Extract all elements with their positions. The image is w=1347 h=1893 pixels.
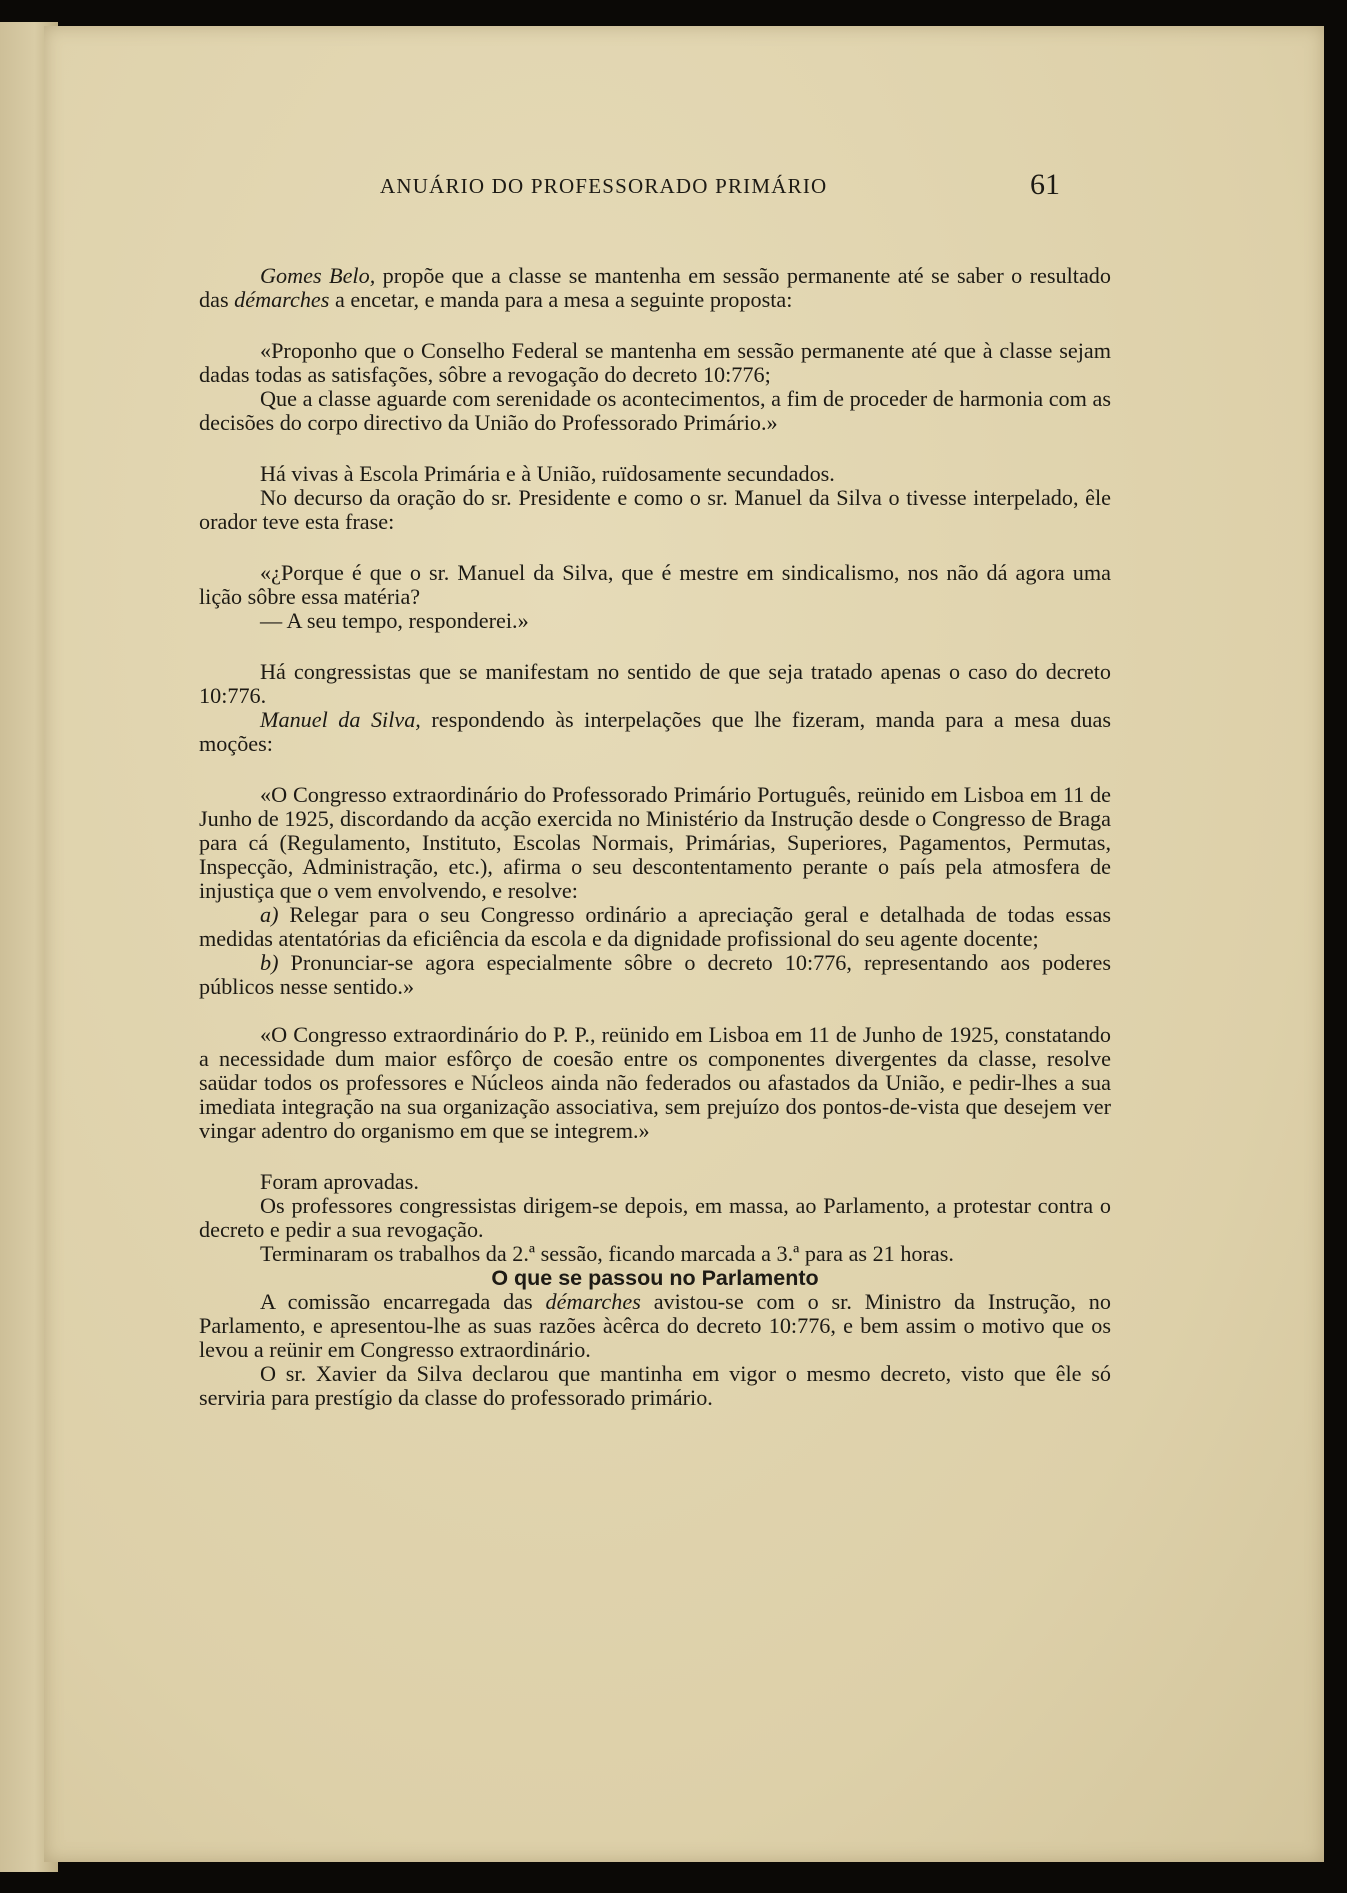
book-page [44,26,1324,1862]
paragraph: Os professores congressistas dirigem-se depois, em massa, ao Parlamento, a protestar contra o decreto e pedir a sua revogação. [199,1193,1111,1242]
page-body [199,264,1111,1410]
paragraph: A comissão encarregada das démarches avistou-se com o sr. Ministro da Instrução, no Parlamento, e apresentou-lhe as suas razões àcêrca do decreto 10:776, e bem assim o motivo que os levou a reünir em Congresso extraordinário. [199,1289,1111,1362]
item-marker: a) [260,902,279,927]
paragraph: Há congressistas que se manifestam no sentido de que seja tratado apenas o caso do decreto 10:776. [199,659,1111,708]
item-marker: b) [260,950,279,975]
paragraph: Gomes Belo, propõe que a classe se mantenha em sessão permanente até se saber o resultado das démarches a encetar, e manda para a mesa a seguinte proposta: [199,263,1111,312]
italic-term: démarches [545,1289,641,1314]
paragraph: Manuel da Silva, respondendo às interpelações que lhe fizeram, manda para a mesa duas moções: [199,707,1111,756]
quotation-reply: — A seu tempo, responderei.» [260,608,529,633]
paragraph: Há vivas à Escola Primária e à União, ruïdosamente secundados. [260,461,835,486]
quotation: «¿Porque é que o sr. Manuel da Silva, que é mestre em sindicalismo, nos não dá agora uma lição sôbre essa matéria? [199,560,1111,609]
speaker-name: Manuel da Silva, [260,707,421,732]
motion-item-b: b) Pronunciar-se agora especialmente sôbre o decreto 10:776, representando aos poderes públicos nesse sentido.» [199,950,1111,999]
motion-1: «O Congresso extraordinário do Professorado Primário Português, reünido em Lisboa em 11 de Junho de 1925, discordando da acção exercida no Ministério da Instrução desde o Congresso de Braga para cá (Regulamento, Instituto, Escolas Normais, Primárias, Superiores, Pagamentos, Permutas, Inspecção, Administração, etc.), afirma o seu descontentamento perante o país pela atmosfera de injustiça que o vem envolvendo, e resolve: [199,782,1111,903]
quoted-proposal: «Proponho que o Conselho Federal se mantenha em sessão permanente até que à classe sejam dadas todas as satisfações, sôbre a revogação do decreto 10:776; [199,338,1111,387]
running-title: ANUÁRIO DO PROFESSORADO PRIMÁRIO [380,174,828,198]
motion-2: «O Congresso extraordinário do P. P., reünido em Lisboa em 11 de Junho de 1925, constatando a necessidade dum maior esfôrço de coesão entre os componentes divergentes da classe, resolve saüdar todos os professores e Núcleos ainda não federados ou afastados da União, e pedir-lhes a sua imediata integração na sua organização associativa, sem prejuízo dos pontos-de-vista que desejem ver vingar adentro do organismo em que se integrem.» [199,1022,1111,1143]
motion-item-a: a) Relegar para o seu Congresso ordinário a apreciação geral e detalhada de todas essas medidas atentatórias da eficiência da escola e da dignidade profissional do seu agente docente; [199,902,1111,951]
italic-term: démarches [234,287,330,312]
paragraph: Terminaram os trabalhos da 2.ª sessão, ficando marcada a 3.ª para as 21 horas. [260,1241,954,1266]
section-heading: O que se passou no Parlamento [491,1266,819,1290]
page-number: 61 [1030,168,1060,201]
paragraph: Foram aprovadas. [260,1169,419,1194]
speaker-name: Gomes Belo, [260,263,376,288]
paragraph: No decurso da oração do sr. Presidente e como o sr. Manuel da Silva o tivesse interpelado, êle orador teve esta frase: [199,485,1111,534]
paragraph: O sr. Xavier da Silva declarou que mantinha em vigor o mesmo decreto, visto que êle só serviria para prestígio da classe do professorado primário. [199,1361,1111,1410]
quoted-proposal-cont: Que a classe aguarde com serenidade os acontecimentos, a fim de proceder de harmonia com as decisões do corpo directivo da União do Professorado Primário.» [199,386,1111,435]
